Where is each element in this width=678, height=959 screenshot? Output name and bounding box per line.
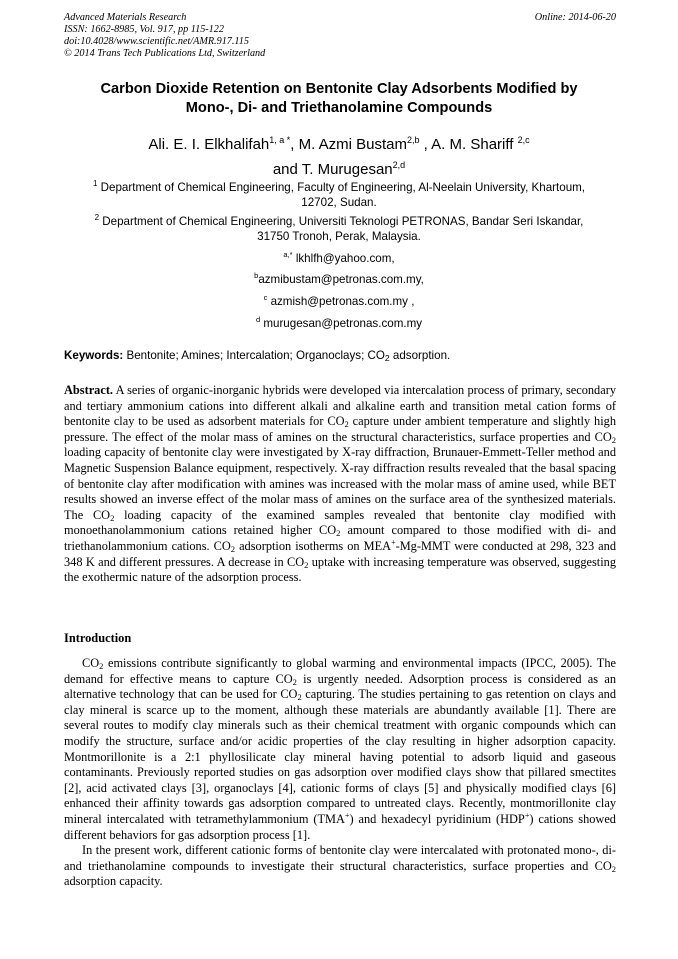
abstract-sub: 2	[230, 543, 236, 554]
author-1: Ali. E. I. Elkhalifah	[148, 136, 270, 153]
keywords-sub: 2	[384, 353, 390, 363]
doi: doi:10.4028/www.scientific.net/AMR.917.115	[64, 36, 249, 47]
intro-text: ) and hexadecyl pyridinium (HDP	[349, 811, 525, 826]
email-4-text: murugesan@petronas.com.my	[263, 316, 423, 330]
abstract-text-8: uptake with increasing temperature was observed, suggesting the exothermic nature of the adsorption process.	[64, 554, 616, 585]
paper-title	[40, 80, 638, 118]
intro-sub: 2	[292, 676, 297, 687]
abstract-sub: 2	[304, 559, 309, 570]
section-heading-introduction: Introduction	[64, 631, 132, 645]
introduction-body	[64, 656, 616, 890]
email-4	[64, 312, 614, 331]
author-3-sup: 2,c	[517, 135, 530, 145]
author-3: , A. M. Shariff	[419, 136, 518, 153]
affiliation-2-line-2: 31750 Tronoh, Perak, Malaysia.	[257, 229, 421, 243]
intro-sup: +	[344, 810, 350, 820]
intro-sub: 2	[297, 692, 302, 703]
abstract-text-4: loading capacity of the examined samples revealed that bentonite clay modified with monoethanolammonium cations retained higher CO	[64, 507, 616, 538]
abstract-text-6: adsorption isotherms on MEA	[235, 538, 392, 553]
author-2: , M. Azmi Bustam	[290, 136, 407, 153]
abstract-sup: +	[391, 537, 396, 547]
author-1-sup: 1, a *	[269, 135, 291, 145]
author-list	[40, 130, 638, 180]
author-2-sup: 2,b	[406, 135, 420, 145]
email-4-sup: d	[255, 315, 261, 324]
abstract-label: Abstract.	[64, 383, 114, 397]
journal-header	[64, 12, 616, 60]
online-date: Online: 2014-06-20	[534, 12, 616, 23]
affiliation-2-number: 2	[94, 213, 100, 222]
author-line-1	[40, 130, 638, 155]
email-3	[64, 290, 614, 309]
affiliation-2	[64, 210, 614, 244]
abstract-sub: 2	[110, 512, 115, 523]
email-1	[64, 247, 614, 266]
keywords-label: Keywords:	[64, 349, 124, 362]
abstract-sub: 2	[336, 528, 341, 539]
keywords-text: Bentonite; Amines; Intercalation; Organoclays; CO	[123, 349, 385, 362]
intro-sub: 2	[99, 661, 104, 671]
abstract-text-1: A series of organic-inorganic hybrids were developed via intercalation process of primary, secondary and tertiary ammonium cations into different alkali and alkaline earth and transition metal cation forms of bentonite clay to be used as adsorbent materials for CO	[64, 383, 616, 429]
affiliation-1-line-2: 12702, Sudan.	[301, 195, 377, 209]
abstract-text-7: -Mg-MMT were conducted at 298, 323 and 348 K and different pressures. A decrease in CO	[64, 538, 616, 569]
author-4: and T. Murugesan	[272, 161, 393, 178]
journal-name: Advanced Materials Research	[64, 12, 187, 23]
email-2-text: azmibustam@petronas.com.my,	[258, 272, 424, 286]
affiliation-1	[64, 176, 614, 210]
email-1-sup: a,*	[283, 250, 293, 259]
keywords-tail: adsorption.	[389, 349, 451, 362]
intro-paragraph-1	[64, 656, 616, 843]
email-3-text: azmish@petronas.com.my ,	[270, 294, 415, 308]
email-2	[64, 268, 614, 287]
keywords	[64, 348, 616, 363]
email-1-text: lkhlfh@yahoo.com,	[295, 251, 395, 265]
author-4-sup: 2,d	[392, 160, 406, 170]
intro-paragraph-2	[64, 843, 616, 890]
copyright: © 2014 Trans Tech Publications Ltd, Switzerland	[64, 48, 266, 59]
abstract-text-3: loading capacity of bentonite clay were investigated by X-ray diffraction, Brunauer-Emmett-Teller method and Magnetic Suspension Balance equipment, respectively. X-ray diffraction results revealed that the basal spacing of bentonite clay after modification with amines was increased with the molar mass of amine used, while BET results showed an inverse effect of the molar mass of amines on the surface area of the synthesized materials. The CO	[64, 445, 616, 522]
issn: ISSN: 1662-8985, Vol. 917, pp 115-122	[64, 24, 224, 35]
abstract-sub: 2	[344, 419, 349, 430]
intro-text: capturing. The studies pertaining to gas retention on clays and clay mineral is scarce up to the moment, although these materials are abundantly available [1]. There are several routes to modify clay minerals such as their chemical treatment with organic compounds which can modify the structure, surface and/or acidic properties of the clay resulting in higher adsorption capacity. Montmorillonite is a 2:1 phyllosilicate clay mineral having potential to adsorb liquid and gaseous contaminants. Previously reported studies on gas adsorption over modified clays show that pillared smectites [2], acid activated clays [3], organoclays [4], cationic forms of clays [5] and physically modified clays [6] enhanced their affinity towards gas adsorption compared to untreated clays. Recently, montmorillonite clay mineral intercalated with tetramethylammonium (TMA	[64, 687, 616, 826]
intro-sub: 2	[611, 863, 616, 874]
email-3-sup: c	[263, 293, 268, 302]
intro-text: CO	[82, 656, 100, 670]
abstract	[64, 383, 616, 586]
intro-text: adsorption capacity.	[64, 874, 163, 889]
intro-text: is urgently needed. Adsorption process is considered as an alternative technology that can be used for CO	[64, 671, 616, 702]
abstract-text-5: amount compared to those modified with di- and triethanolammonium cations. CO	[64, 523, 616, 553]
title-line-2: Mono-, Di- and Triethanolamine Compounds	[185, 100, 493, 116]
intro-text: ) cations showed different behaviors for gas adsorption process [1].	[64, 811, 616, 842]
intro-text: emissions contribute significantly to global warming and environmental impacts (IPCC, 2005). The demand for effective means to capture CO	[64, 656, 616, 686]
affiliation-1-number: 1	[92, 179, 98, 188]
affiliation-1-line-1: Department of Chemical Engineering, Faculty of Engineering, Al-Neelain University, Khartoum,	[97, 180, 586, 194]
email-2-sup: b	[254, 271, 259, 280]
title-line-1: Carbon Dioxide Retention on Bentonite Clay Adsorbents Modified by	[100, 81, 578, 97]
intro-text: In the present work, different cationic forms of bentonite clay were intercalated with protonated mono-, di- and triethanolamine compounds to investigate their structural characteristics, surface properties and CO	[64, 843, 616, 873]
abstract-text-2: capture under ambient temperature and slightly high pressure. The effect of the molar mass of amines on the structural characteristics, surface properties and CO	[64, 414, 616, 444]
abstract-sub: 2	[611, 434, 616, 445]
intro-sup: +	[524, 810, 530, 820]
affiliation-2-line-1: Department of Chemical Engineering, Universiti Teknologi PETRONAS, Bandar Seri Iskandar,	[99, 214, 584, 228]
